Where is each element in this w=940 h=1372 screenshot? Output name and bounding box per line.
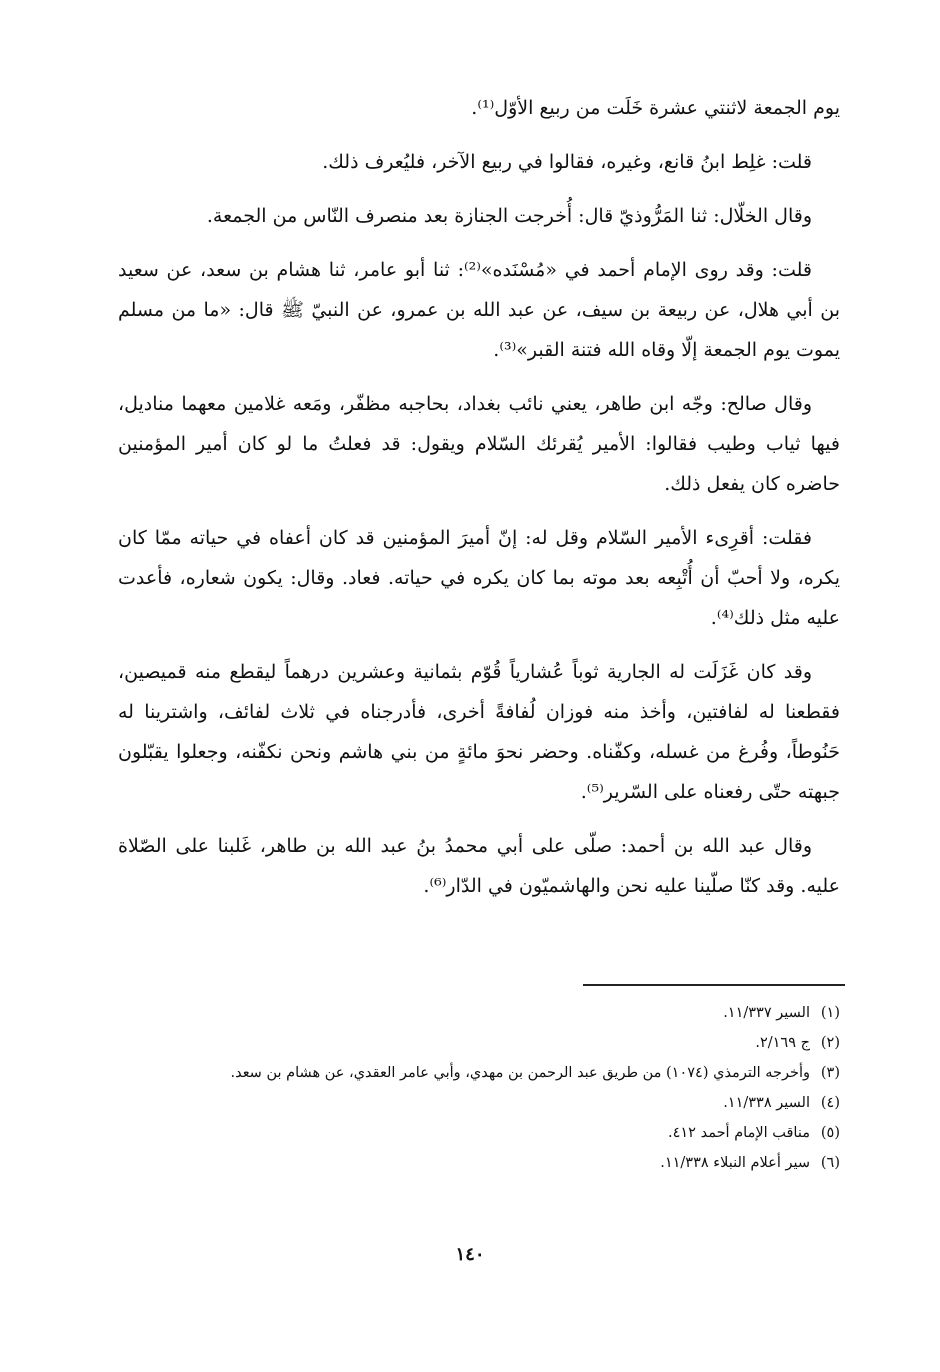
footnote-text: سير أعلام النبلاء ١١/٣٣٨. bbox=[660, 1155, 810, 1171]
footnote-text: السير ١١/٣٣٧. bbox=[723, 1005, 810, 1021]
footnote-3 bbox=[118, 1058, 840, 1088]
footnote-number: (١) bbox=[820, 1005, 840, 1021]
footnote-text: ج ٢/١٦٩. bbox=[755, 1035, 810, 1051]
footnote-number: (٥) bbox=[820, 1125, 840, 1141]
paragraph-7: وقد كان غَزَلَت له الجارية ثوباً عُشارياً قُوّم بثمانية وعشرين درهماً ليقطع منه قميصين، فقطعنا له لفافتين، وأخذ منه فوزان لُفافةً أخرى، فأدرجناه في ثلاث لفائف، واشترينا له حَنُوطاً، وفُرغ من غسله، وكفّناه. وحضر نحوَ مائةٍ من بني هاشم ونحن نكفّنه، وجعلوا يقبّلون جبهته حتّى رفعناه على السّرير⁽⁵⁾. bbox=[118, 661, 840, 803]
footnote-number: (٣) bbox=[820, 1065, 840, 1081]
paragraph-3: وقال الخلّال: ثنا المَرُّوذيّ قال: أُخرجت الجنازة بعد منصرف النّاس من الجمعة. bbox=[206, 205, 812, 227]
footnote-2 bbox=[118, 1028, 840, 1058]
paragraph-4: قلت: وقد روى الإمام أحمد في «مُسْنَده»⁽²⁾: ثنا أبو عامر، ثنا هشام بن سعد، عن سعيد بن أبي هلال، عن ربيعة بن سيف، عن عبد الله بن عمرو، عن النبيّ ﷺ قال: «ما من مسلم يموت يوم الجمعة إلّا وقاه الله فتنة القبر»⁽³⁾. bbox=[118, 259, 840, 361]
footnote-number: (٤) bbox=[820, 1095, 840, 1111]
footnote-6 bbox=[118, 1148, 840, 1178]
footnote-number: (٢) bbox=[820, 1035, 840, 1051]
footnote-number: (٦) bbox=[820, 1155, 840, 1171]
page-number: ١٤٠ bbox=[455, 1244, 485, 1265]
footnote-text: وأخرجه الترمذي (١٠٧٤) من طريق عبد الرحمن بن مهدي، وأبي عامر العقدي، عن هشام بن سعد. bbox=[230, 1065, 810, 1081]
footnote-4 bbox=[118, 1088, 840, 1118]
footnote-separator bbox=[583, 984, 845, 986]
footnotes bbox=[118, 998, 840, 1178]
footnote-1 bbox=[118, 998, 840, 1028]
page-body bbox=[118, 88, 840, 920]
footnote-text: السير ١١/٣٣٨. bbox=[723, 1095, 810, 1111]
paragraph-8: وقال عبد الله بن أحمد: صلّى على أبي محمدُ بنُ عبد الله بن طاهر، غَلبنا على الصّلاة عليه. وقد كنّا صلّينا عليه نحن والهاشميّون في الدّار⁽⁶⁾. bbox=[118, 835, 840, 897]
paragraph-6: فقلت: أقرِىء الأمير السّلام وقل له: إنّ أميرَ المؤمنين قد كان أعفاه في حياته ممّا كان يكره، ولا أحبّ أن أُتْبِعه بعد موته بما كان يكره في حياته. فعاد. وقال: يكون شعاره، فأعدت عليه مثل ذلك⁽⁴⁾. bbox=[118, 527, 840, 629]
main-text bbox=[118, 88, 840, 906]
paragraph-1: يوم الجمعة لاثنتي عشرة خَلَت من ربيع الأوّل⁽¹⁾. bbox=[471, 97, 840, 119]
footnote-5 bbox=[118, 1118, 840, 1148]
paragraph-2: قلت: غلِط ابنُ قانع، وغيره، فقالوا في ربيع الآخر، فليُعرف ذلك. bbox=[322, 151, 812, 173]
paragraph-5: وقال صالح: وجّه ابن طاهر، يعني نائب بغداد، بحاجبه مظفّر، ومَعه غلامين معهما مناديل، فيها ثياب وطيب فقالوا: الأمير يُقرئك السّلام ويقول: قد فعلتُ ما لو كان أمير المؤمنين حاضره كان يفعل ذلك. bbox=[118, 393, 840, 495]
footnote-text: مناقب الإمام أحمد ٤١٢. bbox=[668, 1125, 810, 1141]
